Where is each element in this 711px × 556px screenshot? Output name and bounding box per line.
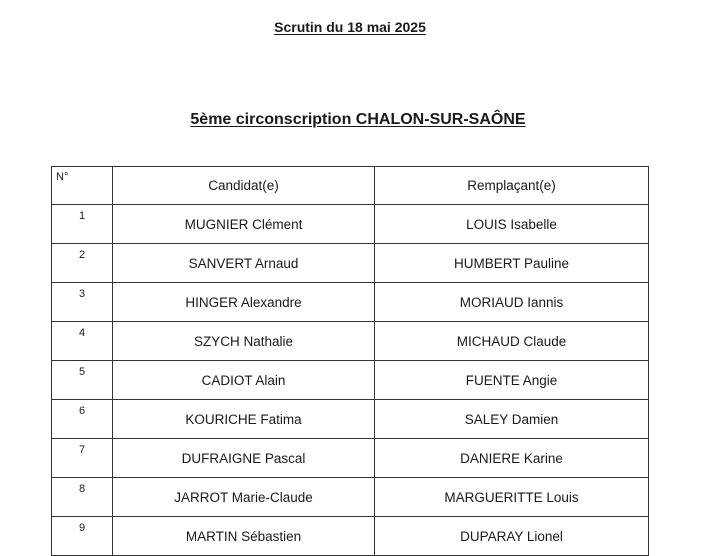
substitute-name: MORIAUD Iannis (375, 283, 649, 322)
column-header-number: N° (52, 167, 113, 205)
row-number: 3 (52, 283, 113, 322)
table-row (52, 400, 649, 439)
table-row (52, 478, 649, 517)
candidates-table (51, 166, 649, 556)
substitute-name: LOUIS Isabelle (375, 205, 649, 244)
substitute-name: SALEY Damien (375, 400, 649, 439)
table-row (52, 439, 649, 478)
substitute-name: MARGUERITTE Louis (375, 478, 649, 517)
row-number: 7 (52, 439, 113, 478)
row-number: 4 (52, 322, 113, 361)
table-header-row (52, 167, 649, 205)
candidate-name: SZYCH Nathalie (113, 322, 375, 361)
candidate-name: SANVERT Arnaud (113, 244, 375, 283)
candidate-name: HINGER Alexandre (113, 283, 375, 322)
substitute-name: DUPARAY Lionel (375, 517, 649, 556)
column-header-substitute: Remplaçant(e) (375, 167, 649, 205)
row-number: 5 (52, 361, 113, 400)
candidate-name: MARTIN Sébastien (113, 517, 375, 556)
substitute-name: DANIERE Karine (375, 439, 649, 478)
row-number: 8 (52, 478, 113, 517)
constituency-heading: 5ème circonscription CHALON-SUR-SAÔNE (190, 111, 526, 128)
candidate-name: KOURICHE Fatima (113, 400, 375, 439)
row-number: 1 (52, 205, 113, 244)
column-header-candidate: Candidat(e) (113, 167, 375, 205)
candidate-name: MUGNIER Clément (113, 205, 375, 244)
row-number: 9 (52, 517, 113, 556)
table-row (52, 205, 649, 244)
table-row (52, 283, 649, 322)
table-row (52, 361, 649, 400)
substitute-name: MICHAUD Claude (375, 322, 649, 361)
candidate-name: CADIOT Alain (113, 361, 375, 400)
table-row (52, 517, 649, 556)
substitute-name: FUENTE Angie (375, 361, 649, 400)
row-number: 2 (52, 244, 113, 283)
table-row (52, 244, 649, 283)
candidate-name: JARROT Marie-Claude (113, 478, 375, 517)
substitute-name: HUMBERT Pauline (375, 244, 649, 283)
candidate-name: DUFRAIGNE Pascal (113, 439, 375, 478)
document-title: Scrutin du 18 mai 2025 (274, 19, 426, 35)
row-number: 6 (52, 400, 113, 439)
table-row (52, 322, 649, 361)
